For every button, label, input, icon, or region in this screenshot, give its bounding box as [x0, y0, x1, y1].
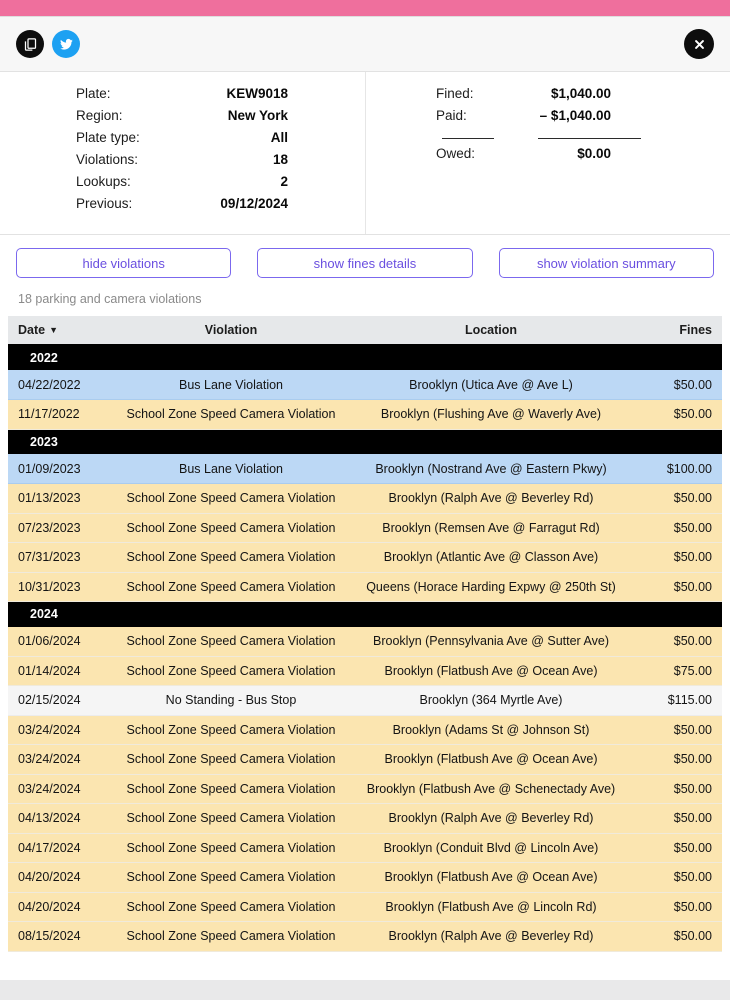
year-label: 2023	[8, 429, 722, 454]
fined-label: Fined:	[436, 86, 474, 101]
card-toolbar	[0, 17, 730, 72]
cell-violation: School Zone Speed Camera Violation	[116, 745, 346, 775]
page-bottom-strip	[0, 980, 730, 1000]
cell-location: Brooklyn (Ralph Ave @ Beverley Rd)	[346, 922, 636, 952]
column-header-date[interactable]	[8, 316, 116, 345]
cell-date: 04/20/2024	[8, 892, 116, 922]
cell-violation: School Zone Speed Camera Violation	[116, 400, 346, 430]
cell-violation: School Zone Speed Camera Violation	[116, 804, 346, 834]
close-icon[interactable]	[684, 29, 714, 59]
owed-label: Owed:	[436, 146, 476, 161]
cell-violation: School Zone Speed Camera Violation	[116, 543, 346, 573]
plate-info-panel	[0, 72, 366, 234]
plate-value: KEW9018	[226, 86, 288, 101]
cell-location: Brooklyn (Flatbush Ave @ Ocean Ave)	[346, 745, 636, 775]
totals-divider	[366, 130, 730, 146]
cell-fine: $50.00	[636, 833, 722, 863]
cell-location: Queens (Horace Harding Expwy @ 250th St)	[346, 572, 636, 602]
table-row[interactable]	[8, 833, 722, 863]
result-card	[0, 16, 730, 980]
cell-fine: $50.00	[636, 370, 722, 400]
cell-fine: $50.00	[636, 774, 722, 804]
cell-date: 01/06/2024	[8, 627, 116, 657]
cell-location: Brooklyn (Ralph Ave @ Beverley Rd)	[346, 484, 636, 514]
cell-violation: Bus Lane Violation	[116, 370, 346, 400]
cell-location: Brooklyn (Flatbush Ave @ Schenectady Ave)	[346, 774, 636, 804]
region-value: New York	[227, 108, 288, 123]
table-row[interactable]	[8, 774, 722, 804]
table-row[interactable]	[8, 686, 722, 716]
cell-fine: $115.00	[636, 686, 722, 716]
cell-violation: School Zone Speed Camera Violation	[116, 627, 346, 657]
lookups-label: Lookups:	[76, 174, 131, 189]
cell-fine: $50.00	[636, 745, 722, 775]
chevron-down-icon: ▼	[49, 325, 59, 335]
cell-violation: School Zone Speed Camera Violation	[116, 656, 346, 686]
twitter-icon[interactable]	[52, 30, 80, 58]
table-row[interactable]	[8, 892, 722, 922]
table-row[interactable]	[8, 513, 722, 543]
previous-value: 09/12/2024	[220, 196, 288, 211]
cell-date: 08/15/2024	[8, 922, 116, 952]
cell-date: 04/20/2024	[8, 863, 116, 893]
column-header-location[interactable]: Location	[346, 316, 636, 345]
violation-count-text: 18 parking and camera violations	[18, 292, 202, 306]
cell-violation: School Zone Speed Camera Violation	[116, 715, 346, 745]
cell-date: 07/23/2023	[8, 513, 116, 543]
cell-location: Brooklyn (Flatbush Ave @ Ocean Ave)	[346, 863, 636, 893]
cell-date: 01/09/2023	[8, 454, 116, 484]
cell-violation: Bus Lane Violation	[116, 454, 346, 484]
year-label: 2022	[8, 345, 722, 370]
table-row[interactable]	[8, 484, 722, 514]
cell-fine: $50.00	[636, 400, 722, 430]
owed-value: $0.00	[577, 146, 611, 161]
cell-violation: School Zone Speed Camera Violation	[116, 572, 346, 602]
paid-label: Paid:	[436, 108, 467, 123]
cell-fine: $100.00	[636, 454, 722, 484]
plate-label: Plate:	[76, 86, 111, 101]
table-row[interactable]	[8, 400, 722, 430]
cell-location: Brooklyn (Flushing Ave @ Waverly Ave)	[346, 400, 636, 430]
info-row-plate-type	[0, 130, 365, 152]
region-label: Region:	[76, 108, 123, 123]
top-accent-bar	[0, 0, 730, 16]
year-group-row	[8, 345, 722, 370]
table-row[interactable]	[8, 572, 722, 602]
violations-value: 18	[272, 152, 288, 167]
cell-fine: $50.00	[636, 892, 722, 922]
violations-label: Violations:	[76, 152, 139, 167]
cell-fine: $50.00	[636, 715, 722, 745]
info-row-violations	[0, 152, 365, 174]
cell-date: 01/14/2024	[8, 656, 116, 686]
cell-fine: $50.00	[636, 922, 722, 952]
cell-fine: $50.00	[636, 627, 722, 657]
action-button-row	[0, 235, 730, 278]
fined-value: $1,040.00	[550, 86, 611, 101]
cell-date: 04/22/2022	[8, 370, 116, 400]
column-header-fines[interactable]: Fines	[636, 316, 722, 345]
cell-fine: $50.00	[636, 572, 722, 602]
previous-label: Previous:	[76, 196, 133, 211]
info-row-fined	[366, 86, 730, 108]
year-group-row	[8, 602, 722, 627]
info-row-region	[0, 108, 365, 130]
cell-location: Brooklyn (Atlantic Ave @ Classon Ave)	[346, 543, 636, 573]
show-fines-details-button[interactable]: show fines details	[257, 248, 472, 278]
cell-date: 10/31/2023	[8, 572, 116, 602]
table-row[interactable]	[8, 715, 722, 745]
violations-table	[8, 316, 722, 952]
info-row-previous	[0, 196, 365, 218]
cell-location: Brooklyn (Adams St @ Johnson St)	[346, 715, 636, 745]
table-row[interactable]	[8, 922, 722, 952]
table-row[interactable]	[8, 370, 722, 400]
paid-value: – $1,040.00	[539, 108, 611, 123]
cell-date: 03/24/2024	[8, 774, 116, 804]
column-header-date-label: Date	[18, 323, 46, 337]
cell-fine: $50.00	[636, 804, 722, 834]
cell-location: Brooklyn (Utica Ave @ Ave L)	[346, 370, 636, 400]
plate-type-value: All	[270, 130, 288, 145]
cell-location: Brooklyn (Flatbush Ave @ Lincoln Rd)	[346, 892, 636, 922]
table-row[interactable]	[8, 454, 722, 484]
cell-violation: School Zone Speed Camera Violation	[116, 484, 346, 514]
cell-date: 11/17/2022	[8, 400, 116, 430]
cell-date: 03/24/2024	[8, 715, 116, 745]
column-header-violation[interactable]: Violation	[116, 316, 346, 345]
cell-violation: No Standing - Bus Stop	[116, 686, 346, 716]
table-row[interactable]	[8, 656, 722, 686]
cell-location: Brooklyn (Pennsylvania Ave @ Sutter Ave)	[346, 627, 636, 657]
cell-violation: School Zone Speed Camera Violation	[116, 922, 346, 952]
cell-fine: $50.00	[636, 863, 722, 893]
summary-panels	[0, 72, 730, 235]
info-row-paid	[366, 108, 730, 130]
cell-violation: School Zone Speed Camera Violation	[116, 833, 346, 863]
fines-info-panel	[366, 72, 730, 234]
violations-table-body	[8, 345, 722, 951]
plate-type-label: Plate type:	[76, 130, 140, 145]
cell-fine: $50.00	[636, 513, 722, 543]
cell-date: 03/24/2024	[8, 745, 116, 775]
hide-violations-button[interactable]: hide violations	[16, 248, 231, 278]
violations-table-head	[8, 316, 722, 345]
cell-location: Brooklyn (Remsen Ave @ Farragut Rd)	[346, 513, 636, 543]
violations-header-row	[8, 316, 722, 345]
cell-fine: $75.00	[636, 656, 722, 686]
show-violation-summary-button[interactable]: show violation summary	[499, 248, 714, 278]
year-group-row	[8, 429, 722, 454]
cell-fine: $50.00	[636, 543, 722, 573]
cell-location: Brooklyn (Ralph Ave @ Beverley Rd)	[346, 804, 636, 834]
table-row[interactable]	[8, 543, 722, 573]
divider-left	[366, 138, 526, 139]
cell-date: 07/31/2023	[8, 543, 116, 573]
cell-date: 04/17/2024	[8, 833, 116, 863]
cell-date: 04/13/2024	[8, 804, 116, 834]
cell-fine: $50.00	[636, 484, 722, 514]
table-row[interactable]	[8, 804, 722, 834]
cell-violation: School Zone Speed Camera Violation	[116, 774, 346, 804]
info-row-plate	[0, 86, 365, 108]
copy-icon[interactable]	[16, 30, 44, 58]
table-row[interactable]	[8, 863, 722, 893]
cell-violation: School Zone Speed Camera Violation	[116, 863, 346, 893]
cell-date: 01/13/2023	[8, 484, 116, 514]
divider-right	[526, 138, 716, 139]
cell-location: Brooklyn (Flatbush Ave @ Ocean Ave)	[346, 656, 636, 686]
cell-violation: School Zone Speed Camera Violation	[116, 892, 346, 922]
share-icon-group	[16, 30, 80, 58]
year-label: 2024	[8, 602, 722, 627]
card-footer	[0, 952, 730, 972]
lookups-value: 2	[280, 174, 288, 189]
info-row-lookups	[0, 174, 365, 196]
info-row-owed	[366, 146, 730, 168]
cell-location: Brooklyn (Conduit Blvd @ Lincoln Ave)	[346, 833, 636, 863]
cell-date: 02/15/2024	[8, 686, 116, 716]
table-row[interactable]	[8, 745, 722, 775]
table-row[interactable]	[8, 627, 722, 657]
cell-violation: School Zone Speed Camera Violation	[116, 513, 346, 543]
cell-location: Brooklyn (Nostrand Ave @ Eastern Pkwy)	[346, 454, 636, 484]
cell-location: Brooklyn (364 Myrtle Ave)	[346, 686, 636, 716]
